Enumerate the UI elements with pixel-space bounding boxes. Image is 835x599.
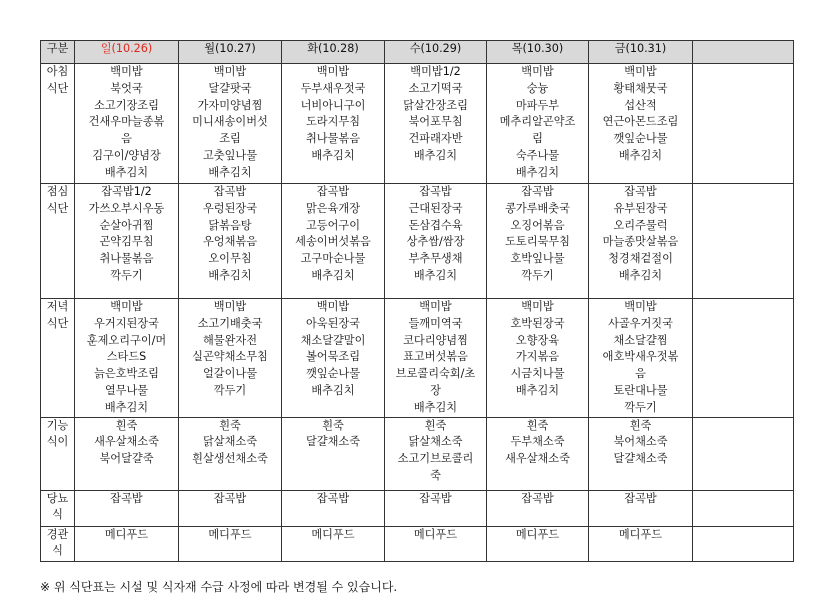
header-day-thursday: 목(10.30) (487, 41, 589, 64)
menu-item: 도토리묵무침 (505, 235, 570, 249)
menu-cell (282, 64, 385, 184)
menu-item: 돈삼겹수육 (408, 218, 463, 232)
menu-item: 너비아니구이 (300, 98, 366, 112)
menu-item: 백미밥 (213, 65, 247, 78)
menu-item: 잡곡밥 (213, 185, 247, 198)
menu-cell (282, 490, 385, 526)
menu-item: 배추김치 (413, 268, 458, 282)
menu-item: 달걀팟국 (208, 81, 252, 95)
menu-item: 메디푸드 (515, 527, 560, 541)
menu-item: 배추김치 (311, 383, 355, 397)
menu-item: 배추김치 (618, 268, 663, 282)
menu-item: 잡곡밥 (521, 185, 554, 198)
menu-cell (282, 526, 385, 561)
menu-item: 오징어볶음 (510, 218, 565, 232)
menu-item: 깻잎순나물 (305, 367, 361, 381)
menu-item: 배추김치 (515, 165, 560, 179)
footnote: ※ 위 식단표는 시설 및 식자재 수급 사정에 따라 변경될 수 있습니다. (40, 580, 398, 594)
menu-cell (385, 299, 487, 418)
menu-item: 도라지무침 (305, 115, 361, 129)
menu-item: 맑은육개장 (305, 201, 361, 215)
menu-cell (179, 184, 282, 299)
menu-cell (385, 490, 487, 526)
menu-cell (179, 299, 282, 418)
menu-item: 소고기배춧국 (197, 316, 263, 330)
menu-item: 잡곡밥 (521, 491, 554, 505)
menu-item: 볼어묵조림 (305, 350, 361, 364)
row-label-line: 식 (52, 508, 63, 522)
menu-item: 열무나물 (104, 383, 149, 397)
menu-item: 배추김치 (208, 165, 252, 179)
menu-cell (589, 490, 693, 526)
menu-cell (282, 299, 385, 418)
menu-item: 닭살채소죽 (408, 435, 463, 449)
menu-cell (487, 299, 589, 418)
menu-item: 고구마순나물 (300, 252, 366, 266)
menu-row-therapeutic (41, 417, 794, 490)
menu-cell (75, 64, 179, 184)
header-day-wednesday: 수(10.29) (385, 41, 487, 64)
menu-item: 배추김치 (311, 148, 355, 162)
menu-item: 채소달걀말이 (300, 333, 366, 347)
empty-cell (693, 184, 794, 299)
menu-item: 순살아귀찜 (99, 218, 154, 232)
menu-cell (487, 64, 589, 184)
weekly-menu-table (40, 40, 794, 562)
menu-item: 애호박새우젓볶 (602, 350, 679, 364)
menu-item: 해물완자전 (202, 333, 258, 347)
menu-item: 백미밥 (419, 300, 452, 313)
menu-item: 잡곡밥 (419, 491, 452, 505)
menu-cell (487, 490, 589, 526)
menu-item: 메디푸드 (208, 527, 252, 541)
menu-item: 잡곡밥 (316, 491, 350, 505)
menu-item: 표고버섯볶음 (403, 350, 468, 364)
menu-item: 배추김치 (311, 268, 355, 282)
row-label (41, 490, 75, 526)
menu-item: 미니새송이버섯 (192, 115, 268, 129)
menu-item: 북어채소죽 (613, 435, 668, 449)
menu-item: 깍두기 (213, 383, 247, 397)
menu-item: 흰죽 (219, 418, 241, 432)
menu-item: 조림 (219, 132, 241, 146)
menu-item: 소고기떡국 (408, 81, 463, 95)
menu-row-tube-feeding (41, 526, 794, 561)
menu-item: 깍두기 (624, 400, 657, 414)
menu-item: 배추김치 (515, 383, 560, 397)
menu-item: 부추무생채 (408, 252, 463, 266)
row-label-line: 식이 (46, 435, 69, 449)
menu-item: 백미밥 (521, 65, 554, 78)
menu-row-lunch (41, 184, 794, 299)
menu-item: 림 (532, 132, 543, 146)
menu-item: 소고기장조림 (94, 98, 159, 112)
menu-item: 잡곡밥1/2 (101, 185, 152, 198)
menu-item: 죽 (430, 468, 441, 482)
menu-item: 잡곡밥 (624, 491, 657, 505)
menu-item: 잡곡밥 (213, 491, 247, 505)
menu-cell (487, 526, 589, 561)
menu-cell (589, 417, 693, 490)
menu-item: 북어포무침 (408, 115, 463, 129)
row-label-line: 식단 (46, 81, 69, 95)
menu-item: 두부채소죽 (510, 435, 565, 449)
menu-item: 음 (635, 367, 646, 381)
menu-item: 연근아몬드조림 (602, 115, 679, 129)
menu-item: 백미밥 (316, 300, 350, 313)
row-label-line: 식단 (46, 316, 69, 330)
menu-cell (385, 417, 487, 490)
menu-item: 백미밥 (213, 300, 247, 313)
menu-item: 코다리양념찜 (403, 333, 468, 347)
menu-item: 훈제오리구이/머 (86, 333, 167, 347)
menu-item: 아욱된장국 (305, 316, 361, 330)
menu-cell (589, 64, 693, 184)
header-day-friday: 금(10.31) (589, 41, 693, 64)
menu-item: 메디푸드 (104, 527, 149, 541)
menu-cell (179, 490, 282, 526)
empty-cell (693, 299, 794, 418)
header-day-tuesday: 화(10.28) (282, 41, 385, 64)
menu-item: 달걀채소죽 (613, 452, 668, 466)
row-label (41, 184, 75, 299)
empty-cell (693, 490, 794, 526)
menu-item: 백미밥 (624, 300, 657, 313)
menu-item: 흰죽 (526, 418, 549, 432)
menu-item: 취나물볶음 (99, 252, 154, 266)
row-label (41, 417, 75, 490)
menu-item: 고춧잎나물 (202, 148, 258, 162)
menu-item: 가쓰오부시우동 (88, 201, 165, 215)
menu-item: 토란대나물 (613, 383, 668, 397)
row-label-line: 식단 (46, 201, 69, 215)
menu-item: 근대된장국 (408, 201, 463, 215)
menu-item: 채소달걀찜 (613, 333, 668, 347)
menu-item: 흰죽 (424, 418, 447, 432)
menu-item: 흰죽 (115, 418, 138, 432)
menu-item: 가지볶음 (515, 350, 560, 364)
menu-cell (589, 299, 693, 418)
menu-item: 흰죽 (322, 418, 344, 432)
menu-cell (487, 184, 589, 299)
menu-item: 사골우거짓국 (608, 316, 673, 330)
menu-item: 취나물볶음 (305, 132, 361, 146)
menu-item: 백미밥 (316, 65, 350, 78)
menu-item: 새우살채소죽 (94, 435, 159, 449)
menu-item: 세송이버섯볶음 (295, 235, 371, 249)
menu-item: 배추김치 (413, 148, 458, 162)
menu-item: 숙주나물 (515, 148, 560, 162)
menu-cell (385, 64, 487, 184)
menu-cell (589, 526, 693, 561)
header-row (41, 41, 794, 64)
menu-item: 새우살채소죽 (505, 452, 570, 466)
menu-item: 오향장육 (515, 333, 560, 347)
menu-item: 얼갈이나물 (202, 367, 258, 381)
header-category: 구분 (41, 41, 75, 64)
menu-item: 섭산적 (624, 98, 657, 112)
menu-item: 흰살생선채소죽 (192, 452, 268, 466)
menu-cell (282, 417, 385, 490)
menu-cell (589, 184, 693, 299)
menu-cell (487, 417, 589, 490)
menu-item: 북엇국 (110, 81, 143, 95)
menu-item: 곤약김무침 (99, 235, 154, 249)
menu-item: 오이무침 (208, 252, 252, 266)
menu-item: 메디푸드 (413, 527, 458, 541)
row-label-line: 점심 (46, 185, 69, 198)
menu-item: 메디푸드 (311, 527, 355, 541)
row-label-line: 저녁 (46, 300, 69, 313)
menu-cell (75, 299, 179, 418)
menu-item: 김구이/양념장 (92, 148, 161, 162)
menu-item: 흰죽 (629, 418, 652, 432)
menu-item: 청경채겉절이 (608, 252, 673, 266)
menu-item: 닭살간장조림 (403, 98, 468, 112)
row-label (41, 526, 75, 561)
menu-cell (179, 417, 282, 490)
menu-item: 백미밥 (521, 300, 554, 313)
menu-cell (385, 526, 487, 561)
menu-item: 황태채뭇국 (613, 81, 668, 95)
menu-item: 호박잎나물 (510, 252, 565, 266)
row-label (41, 299, 75, 418)
menu-item: 들깨미역국 (408, 316, 463, 330)
header-day-sunday: 일(10.26) (75, 41, 179, 64)
menu-item: 두부새우젓국 (300, 81, 366, 95)
row-label-line: 식 (52, 544, 63, 558)
menu-row-dinner (41, 299, 794, 418)
menu-item: 배추김치 (104, 400, 149, 414)
menu-item: 백미밥 (110, 65, 143, 78)
menu-item: 닭살채소죽 (202, 435, 258, 449)
menu-cell (179, 64, 282, 184)
menu-cell (282, 184, 385, 299)
row-label-line: 경관 (46, 527, 69, 541)
menu-item: 실곤약채소무침 (192, 350, 268, 364)
menu-item: 백미밥 (110, 300, 143, 313)
menu-item: 깍두기 (110, 268, 143, 282)
menu-item: 잡곡밥 (110, 491, 143, 505)
empty-cell (693, 417, 794, 490)
header-extra (693, 41, 794, 64)
menu-item: 잡곡밥 (624, 185, 657, 198)
menu-row-diabetic (41, 490, 794, 526)
menu-item: 백미밥1/2 (410, 65, 461, 78)
menu-item: 오리주물럭 (613, 218, 668, 232)
menu-item: 우엉채볶음 (202, 235, 258, 249)
menu-item: 숭늉 (526, 81, 549, 95)
menu-item: 브로콜리숙회/초 (395, 367, 476, 381)
row-label-line: 기능 (46, 418, 69, 432)
menu-item: 유부된장국 (613, 201, 668, 215)
menu-item: 백미밥 (624, 65, 657, 78)
empty-cell (693, 526, 794, 561)
menu-item: 건파래자반 (408, 132, 463, 146)
menu-item: 고등어구이 (305, 218, 361, 232)
menu-item: 배추김치 (618, 148, 663, 162)
empty-cell (693, 64, 794, 184)
menu-item: 북어달걀죽 (99, 452, 154, 466)
menu-item: 마늘종맛살볶음 (602, 235, 679, 249)
menu-cell (75, 526, 179, 561)
menu-item: 우거지된장국 (94, 316, 159, 330)
menu-item: 가자미양념찜 (197, 98, 263, 112)
row-label-line: 당뇨 (46, 491, 69, 505)
menu-item: 상추쌈/쌈장 (406, 235, 465, 249)
menu-item: 우렁된장국 (202, 201, 258, 215)
menu-item: 깍두기 (521, 268, 554, 282)
menu-cell (75, 490, 179, 526)
header-day-monday: 월(10.27) (179, 41, 282, 64)
menu-item: 배추김치 (104, 165, 149, 179)
menu-item: 시금치나물 (510, 367, 565, 381)
menu-cell (75, 417, 179, 490)
menu-item: 닭볶음탕 (208, 218, 252, 232)
menu-row-breakfast (41, 64, 794, 184)
row-label-line: 아침 (46, 65, 69, 78)
menu-cell (385, 184, 487, 299)
menu-item: 스타드S (106, 350, 147, 364)
menu-cell (179, 526, 282, 561)
row-label (41, 64, 75, 184)
menu-item: 소고기브로콜리 (397, 452, 474, 466)
menu-item: 배추김치 (208, 268, 252, 282)
menu-item: 늙은호박조림 (94, 367, 159, 381)
menu-item: 잡곡밥 (316, 185, 350, 198)
menu-item: 배추김치 (413, 400, 458, 414)
menu-item: 장 (430, 383, 441, 397)
menu-item: 잡곡밥 (419, 185, 452, 198)
menu-item: 마파두부 (515, 98, 560, 112)
menu-item: 달걀채소죽 (305, 435, 361, 449)
menu-item: 깻잎순나물 (613, 132, 668, 146)
menu-item: 메디푸드 (618, 527, 663, 541)
menu-item: 메추리알곤약조 (499, 115, 576, 129)
menu-cell (75, 184, 179, 299)
menu-item: 콩가루배춧국 (505, 201, 570, 215)
menu-item: 호박된장국 (510, 316, 565, 330)
menu-item: 음 (121, 132, 132, 146)
menu-item: 건새우마늘종볶 (88, 115, 165, 129)
